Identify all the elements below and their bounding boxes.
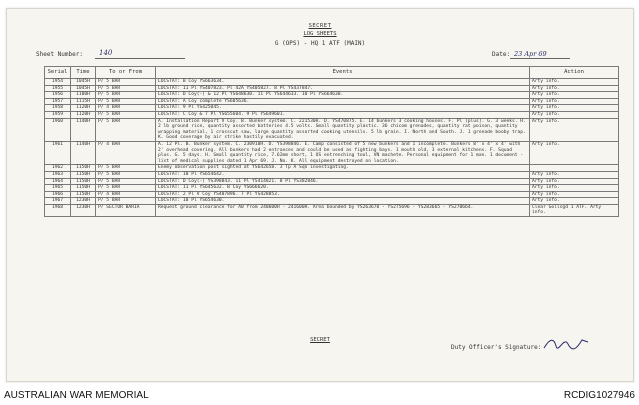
to-or-from-cell: P/ 5 BAR bbox=[96, 92, 156, 99]
to-or-from-cell: P/ 5 BAR bbox=[96, 85, 156, 92]
column-header-action: Action bbox=[530, 67, 619, 79]
time-cell: 1140H bbox=[71, 141, 96, 164]
table-row bbox=[45, 165, 619, 172]
table-row bbox=[45, 141, 619, 164]
log-table-body bbox=[45, 79, 619, 217]
events-cell: LOCSTAT: C Coy & 7 Pl YS655604. 9 Pl YS649601. bbox=[156, 111, 530, 118]
to-or-from-cell: P/ 5 BAR bbox=[96, 118, 156, 141]
serial-cell: 1966 bbox=[45, 191, 71, 198]
time-cell: 1045H bbox=[71, 79, 96, 86]
action-cell: Arty info. bbox=[530, 79, 619, 86]
events-cell: LOCSTAT: 11 Pl YS407823. Pl 42A YS405827. 8 Pl YS437847. bbox=[156, 85, 530, 92]
to-or-from-cell: P/ 5 BAR bbox=[96, 165, 156, 172]
serial-cell: 1963 bbox=[45, 171, 71, 178]
action-cell: Clear Gollsgd 1 ATF. Arty info. bbox=[530, 204, 619, 216]
events-cell: LOCSTAT: 10 Pl YS654630. bbox=[156, 198, 530, 205]
table-row bbox=[45, 185, 619, 192]
classification-header: SECRET bbox=[308, 23, 332, 29]
action-cell: Arty info. bbox=[530, 198, 619, 205]
time-cell: 1230H bbox=[71, 204, 96, 216]
to-or-from-cell: P/ 5 BAR bbox=[96, 178, 156, 185]
table-row bbox=[45, 178, 619, 185]
to-or-from-cell: P/ 4 BAR bbox=[96, 191, 156, 198]
to-or-from-cell: P/ 4 BAR bbox=[96, 141, 156, 164]
archive-reference: RCDIG1027946 bbox=[563, 390, 635, 401]
time-cell: 1120H bbox=[71, 105, 96, 112]
action-cell bbox=[530, 165, 619, 172]
action-cell: Arty info. bbox=[530, 185, 619, 192]
column-header-serial: Serial bbox=[45, 67, 71, 79]
table-row bbox=[45, 111, 619, 118]
signature-label: Duty Officer's Signature: bbox=[451, 344, 542, 351]
action-cell: Arty info. bbox=[530, 111, 619, 118]
events-cell: LOCSTAT: 11 Pl YS645632. B Coy YS666620. bbox=[156, 185, 530, 192]
events-cell: Enemy observation post sighted at YS642658. 3 Tp A Sqn investigating. bbox=[156, 165, 530, 172]
serial-cell: 1957 bbox=[45, 98, 71, 105]
date-value: 23 Apr 69 bbox=[514, 50, 547, 58]
table-row bbox=[45, 118, 619, 141]
table-row bbox=[45, 198, 619, 205]
column-header-events: Events bbox=[156, 67, 530, 79]
classification-footer: SECRET bbox=[310, 337, 330, 343]
serial-cell: 1958 bbox=[45, 105, 71, 112]
events-cell: LOCSTAT: 2 Pl V Coy YS407896. 7 Pl YS428853. bbox=[156, 191, 530, 198]
action-cell: Arty info. bbox=[530, 118, 619, 141]
action-cell: Arty info. bbox=[530, 141, 619, 164]
serial-cell: 1967 bbox=[45, 198, 71, 205]
action-cell: Arty info. bbox=[530, 191, 619, 198]
date-underline bbox=[510, 58, 570, 59]
serial-cell: 1959 bbox=[45, 111, 71, 118]
table-row bbox=[45, 204, 619, 216]
serial-cell: 1968 bbox=[45, 204, 71, 216]
to-or-from-cell: P/ 5 BAR bbox=[96, 79, 156, 86]
log-sheet-page bbox=[6, 8, 634, 382]
archive-footer bbox=[0, 386, 639, 405]
table-row bbox=[45, 85, 619, 92]
time-cell: 1140H bbox=[71, 118, 96, 141]
events-cell: A. Installation Report V Coy. B. Bunker system. C. 221530H. D. YS470875. E. 14 bunkers 3 cooking houses. F. Pl (plus). G. 3 weeks. H. 2 lb ground rice, quantity assorted batteries 4.5 volts. Small quantity plastic. 36 chicom grenades, quantity rat poison, quantity wrapping material, 1 crosscut saw, large quantity assorted cooking utensils. 5 lb grain. I. North and South. J. 1 grenade booby trap. K. Good coverage by air strike hastily evacuated. bbox=[156, 118, 530, 141]
events-cell: A. 12 Pl. B. Bunker system. C. 230910H. D. YS398846. E. Camp consisted of 5 new bunkers and 1 incomplete. Bunkers 8' x 4' x 4' with 2' overhead covering. All bunkers had 2 entrances and could be used as fighting bays. 1 mouth old, 3 external kitchens. F. Squad plus. G. 5 days. H. Small quantity rice, 7.62mm short, 1 US entrenching tool, VN machete. Personal equipment for 1 man. 1 document - list of medical supplies dated 1 Apr 69. J. No. K. All equipment destroyed on location. bbox=[156, 141, 530, 164]
serial-cell: 1962 bbox=[45, 165, 71, 172]
serial-cell: 1956 bbox=[45, 92, 71, 99]
column-header-to-or-from: To or From bbox=[96, 67, 156, 79]
action-cell: Arty info. bbox=[530, 178, 619, 185]
time-cell: 1150H bbox=[71, 191, 96, 198]
table-row bbox=[45, 105, 619, 112]
events-cell: LOCSTAT: 9 Pl YS425045. bbox=[156, 105, 530, 112]
serial-cell: 1955 bbox=[45, 85, 71, 92]
time-cell: 1230H bbox=[71, 198, 96, 205]
time-cell: 1150H bbox=[71, 171, 96, 178]
sheet-number-value: 140 bbox=[99, 49, 113, 57]
serial-cell: 1964 bbox=[45, 178, 71, 185]
to-or-from-cell: P/ SECTOR BARIA bbox=[96, 204, 156, 216]
to-or-from-cell: P/ 5 BAR bbox=[96, 185, 156, 192]
table-row bbox=[45, 191, 619, 198]
time-cell: 1100H bbox=[71, 92, 96, 99]
time-cell: 1150H bbox=[71, 178, 96, 185]
events-cell: LOCSTAT: D Coy(-) YS398843. 11 Pl YS414821. 8 Pl YS382846. bbox=[156, 178, 530, 185]
time-cell: 1150H bbox=[71, 165, 96, 172]
archive-name: AUSTRALIAN WAR MEMORIAL bbox=[4, 390, 149, 401]
to-or-from-cell: P/ 5 BAR bbox=[96, 111, 156, 118]
to-or-from-cell: P/ 5 BAR bbox=[96, 171, 156, 178]
action-cell: Arty info. bbox=[530, 85, 619, 92]
serial-cell: 1965 bbox=[45, 185, 71, 192]
events-cell: LOCSTAT: 10 Pl YS654642. bbox=[156, 171, 530, 178]
date-label: Date: bbox=[492, 51, 511, 58]
events-cell: Request ground clearance for A0 from 240600H - 241600H. Area bounded by YS263670 - YS275696 - YS283665 - YS270664. bbox=[156, 204, 530, 216]
events-cell: LOCSTAT: D Coy(-) & 12 Pl YS648630. 11 Pl YS644633. 10 Pl YS664630. bbox=[156, 92, 530, 99]
table-header-row bbox=[45, 67, 619, 79]
action-cell: Arty info. bbox=[530, 98, 619, 105]
action-cell: Arty info. bbox=[530, 92, 619, 99]
table-row bbox=[45, 92, 619, 99]
unit-title: G (OPS) - HQ 1 ATF (MAIN) bbox=[274, 40, 366, 47]
serial-cell: 1954 bbox=[45, 79, 71, 86]
time-cell: 1045H bbox=[71, 85, 96, 92]
time-cell: 1115H bbox=[71, 98, 96, 105]
signature-scrawl-icon bbox=[542, 334, 590, 352]
action-cell: Arty info. bbox=[530, 105, 619, 112]
table-row bbox=[45, 98, 619, 105]
serial-cell: 1961 bbox=[45, 141, 71, 164]
sheet-number-label: Sheet Number: bbox=[36, 51, 83, 58]
time-cell: 1120H bbox=[71, 111, 96, 118]
to-or-from-cell: P/ 5 BAR bbox=[96, 98, 156, 105]
column-header-time: Time bbox=[71, 67, 96, 79]
time-cell: 1150H bbox=[71, 185, 96, 192]
events-cell: LOCSTAT: A Coy complete YS605636. bbox=[156, 98, 530, 105]
events-cell: LOCSTAT: B Coy YS663634. bbox=[156, 79, 530, 86]
sheet-number-underline bbox=[95, 58, 185, 59]
table-row bbox=[45, 79, 619, 86]
log-table bbox=[44, 66, 619, 217]
action-cell: Arty info. bbox=[530, 171, 619, 178]
table-row bbox=[45, 171, 619, 178]
to-or-from-cell: P/ 5 BAR bbox=[96, 198, 156, 205]
document-title: LOG SHEETS bbox=[303, 31, 337, 37]
serial-cell: 1960 bbox=[45, 118, 71, 141]
to-or-from-cell: P/ 4 BAR bbox=[96, 105, 156, 112]
